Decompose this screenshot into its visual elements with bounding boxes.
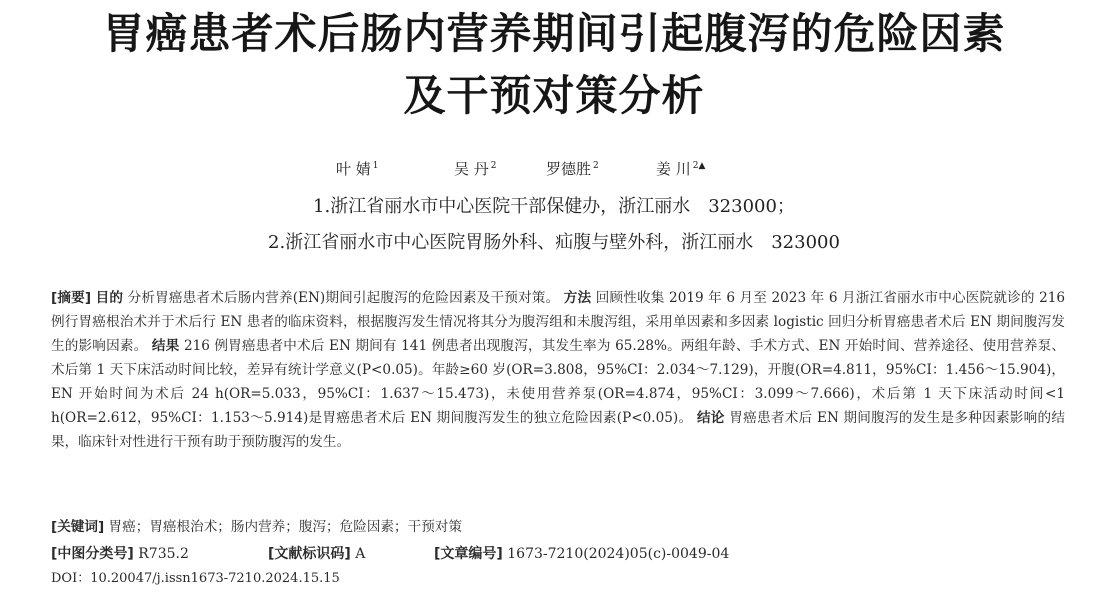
results-text: 216 例胃癌患者中术后 EN 期间有 141 例患者出现腹泻，其发生率为 65.28%。两组年龄、手术方式、EN 开始时间、营养途径、使用营养泵、术后第 1 天下床活动时间比较，差异有统计学意义(P<0.05)。年龄≥60 岁(OR=3.808，95%CI：2.034～7.129)，开腹(OR=4.811，95%CI：1.456～15.904)，EN 开始时间为术后 24 h(OR=5.033，95%CI：1.637～15.473)，未使用营养泵(OR=4.874，95%CI：3.099～7.666)，术后第 1 天下床活动时间<1 h(OR=2.612，95%CI：1.153～5.914)是胃癌患者术后 EN 期间腹泻发生的独立危险因素(P<0.05)。 xyxy=(51,338,1066,426)
article-number xyxy=(434,543,729,565)
document-code xyxy=(268,543,365,565)
clc-value: R735.2 xyxy=(138,546,189,562)
article-number-value: 1673-7210(2024)05(c)-0049-04 xyxy=(507,546,730,562)
clc-label: [中图分类号] xyxy=(51,546,134,562)
author-2 xyxy=(454,158,497,179)
author-name: 罗德胜 xyxy=(546,160,592,178)
objective-tag: 目的 xyxy=(95,290,124,306)
classification-info xyxy=(51,543,1065,565)
affiliation-2: 2.浙江省丽水市中心医院胃肠外科、疝腹与壁外科，浙江丽水 323000 xyxy=(268,232,840,253)
doi: DOI：10.20047/j.issn1673-7210.2024.15.15 xyxy=(51,571,340,586)
conclusion-text: 胃癌患者术后 EN 期间腹泻的发生是多种因素影响的结果，临床针对性进行干预有助于预防腹泻的发生。 xyxy=(51,410,1065,450)
clc-number xyxy=(51,543,189,565)
author-name: 吴 丹 xyxy=(454,160,489,178)
article-number-label: [文章编号] xyxy=(434,546,503,562)
author-name: 叶 婧 xyxy=(336,160,371,178)
author-affiliation-mark: 1 xyxy=(372,161,379,171)
author-affiliation-mark: 2 xyxy=(490,161,497,171)
author-4 xyxy=(656,158,705,179)
keywords-text: 胃癌；胃癌根治术；肠内营养；腹泻；危险因素；干预对策 xyxy=(108,519,462,535)
paper-title-line-2: 及干预对策分析 xyxy=(403,71,705,120)
keywords xyxy=(51,516,1065,538)
methods-tag: 方法 xyxy=(563,290,592,306)
conclusion-tag: 结论 xyxy=(696,410,725,426)
author-name: 姜 川 xyxy=(656,160,691,178)
author-3 xyxy=(546,158,599,179)
document-code-label: [文献标识码] xyxy=(268,546,351,562)
author-affiliation-mark: 2▲ xyxy=(692,161,706,171)
affiliation-1: 1.浙江省丽水市中心医院干部保健办，浙江丽水 323000； xyxy=(313,196,795,217)
objective-text: 分析胃癌患者术后肠内营养(EN)期间引起腹泻的危险因素及干预对策。 xyxy=(127,290,560,306)
results-tag: 结果 xyxy=(151,338,180,354)
abstract-label: [摘要] xyxy=(51,290,92,306)
author-affiliation-mark: 2 xyxy=(593,161,599,171)
author-list xyxy=(336,158,776,184)
paper-title-line-1: 胃癌患者术后肠内营养期间引起腹泻的危险因素 xyxy=(102,9,1006,58)
abstract xyxy=(51,286,1065,454)
methods-text: 回顾性收集 2019 年 6 月至 2023 年 6 月浙江省丽水市中心医院就诊的 216 例行胃癌根治术并于术后行 EN 患者的临床资料，根据腹泻发生情况将其分为腹泻组和未腹泻组，采用单因素和多因素 logistic 回归分析胃癌患者术后 EN 期间腹泻发生的影响因素。 xyxy=(51,290,1066,354)
author-1 xyxy=(336,158,379,179)
keywords-label: [关键词] xyxy=(51,519,105,535)
document-code-value: A xyxy=(355,546,366,562)
